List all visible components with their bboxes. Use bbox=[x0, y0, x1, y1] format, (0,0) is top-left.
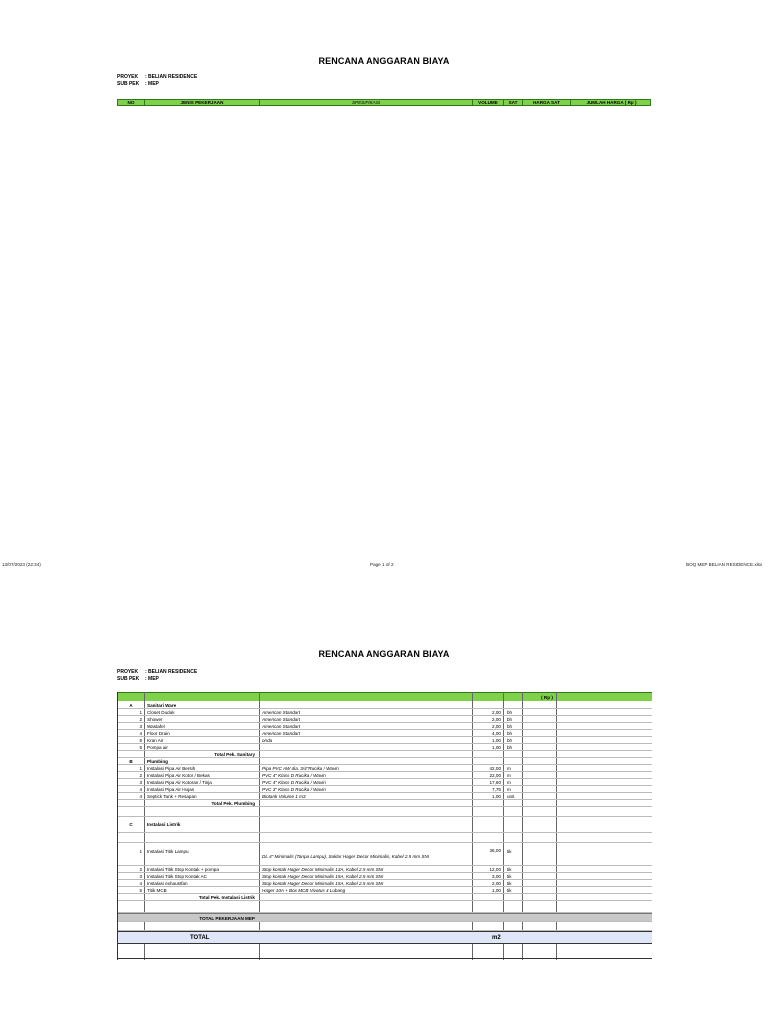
subpek-label: SUB PEK bbox=[117, 676, 140, 682]
cell-unit: m bbox=[507, 773, 511, 778]
cell-volume: 22,00 bbox=[489, 773, 501, 778]
project-meta bbox=[117, 74, 197, 88]
cell-no: 4 bbox=[139, 731, 142, 736]
footer-page: Page 1 of 2 bbox=[370, 562, 394, 567]
table-row bbox=[118, 887, 652, 894]
table-row bbox=[118, 880, 652, 887]
cell-name: Instalasi Pipa Air Kotor / Bekas bbox=[147, 773, 210, 778]
section-code: A bbox=[129, 703, 133, 708]
page2-title: RENCANA ANGGARAN BIAYA bbox=[318, 649, 450, 659]
cell-spec: Biotank Volume 1 m3 bbox=[262, 794, 306, 799]
cell-spec: PVC 4" Klass D Rucika / Wavin bbox=[262, 773, 326, 778]
section-header bbox=[118, 702, 652, 709]
cell-spec: American Standart bbox=[262, 724, 301, 729]
cell-no: 3 bbox=[139, 724, 142, 729]
table-row bbox=[118, 765, 652, 772]
header-harga-sat: HARGA SAT bbox=[523, 100, 571, 105]
footer-filename: BOQ MEP BELIAN RESIDENCE.xlsx bbox=[686, 562, 763, 567]
table-row bbox=[118, 779, 652, 786]
table-row bbox=[118, 866, 652, 873]
cell-spec: Stop kontak Hager Decor Minimalis 15A, Kabel 2.5 mm SNI bbox=[262, 874, 384, 879]
cell-volume: 17,60 bbox=[489, 780, 501, 785]
cell-name: Pompa air bbox=[147, 745, 168, 750]
project-meta-2 bbox=[117, 669, 197, 683]
cell-unit: tik bbox=[507, 874, 512, 879]
blank-row bbox=[118, 944, 652, 958]
cell-volume: 12,00 bbox=[489, 867, 501, 872]
subtotal-row bbox=[118, 894, 652, 901]
cell-no: 5 bbox=[139, 745, 142, 750]
subpek-value: : MEP bbox=[145, 676, 159, 682]
header-sat: SAT bbox=[504, 100, 523, 105]
cell-spec: American Standart bbox=[262, 710, 301, 715]
cell-volume: 2,00 bbox=[492, 724, 501, 729]
cell-unit: m bbox=[507, 787, 511, 792]
cell-name: Shower bbox=[147, 717, 163, 722]
cell-unit: bh bbox=[507, 717, 513, 722]
cell-spec: Stop kontak Hager Decor Minimalis 13A, Kabel 2.5 mm SNI bbox=[262, 867, 384, 872]
cell-unit: bh bbox=[507, 710, 513, 715]
cell-unit: tik bbox=[507, 849, 512, 854]
cell-spec: PVC 4" Klass D Rucika / Wavin bbox=[262, 780, 326, 785]
table-bottom-rule bbox=[118, 958, 652, 959]
cell-no: 4 bbox=[139, 787, 142, 792]
cell-volume: 7,75 bbox=[492, 787, 501, 792]
cell-unit: bh bbox=[507, 724, 513, 729]
header-volume: VOLUME bbox=[473, 100, 504, 105]
table-row bbox=[118, 873, 652, 880]
section-title: Sanitari Ware bbox=[147, 703, 177, 708]
table-row bbox=[118, 723, 652, 730]
cell-unit: tik bbox=[507, 867, 512, 872]
proyek-value: : BELIAN RESIDENCE bbox=[145, 669, 198, 675]
table-row bbox=[118, 730, 652, 737]
blank-row bbox=[118, 833, 652, 843]
cell-spec: American Standart bbox=[262, 731, 301, 736]
cell-name: Instalasi Pipa Air Bersih bbox=[147, 766, 196, 771]
proyek-value: : BELIAN RESIDENCE bbox=[145, 74, 198, 80]
blank-row bbox=[118, 807, 652, 817]
cell-unit: unit bbox=[507, 794, 515, 799]
grand-total-unit: m2 bbox=[492, 935, 501, 941]
cell-no: 1 bbox=[139, 766, 142, 771]
cell-name: Instalasi Pipa Air Kotoran / Tinja bbox=[147, 780, 212, 785]
cell-volume: 2,00 bbox=[492, 710, 501, 715]
cell-unit: tik bbox=[507, 888, 512, 893]
cell-no: 2 bbox=[139, 717, 142, 722]
table-header-strip bbox=[118, 692, 652, 701]
cell-name: Instalasi Pipa Air Hujan bbox=[147, 787, 195, 792]
cell-no: 5 bbox=[139, 738, 142, 743]
proyek-label: PROYEK bbox=[117, 669, 139, 675]
cell-no: 2 bbox=[139, 867, 142, 872]
boq-table bbox=[117, 692, 651, 960]
table-row bbox=[118, 709, 652, 716]
header-no: NO bbox=[118, 100, 145, 105]
section-header bbox=[118, 758, 652, 765]
cell-unit: m bbox=[507, 780, 511, 785]
cell-name: Floor Drain bbox=[147, 731, 170, 736]
header-spesifikasi: SPESIFIKASI bbox=[260, 100, 473, 105]
cell-volume: 42,00 bbox=[489, 766, 501, 771]
blank-row bbox=[118, 922, 652, 931]
table-row bbox=[118, 793, 652, 800]
cell-volume: 2,00 bbox=[492, 717, 501, 722]
section-header bbox=[118, 817, 652, 833]
cell-name: Instalasi Titik Stop Kontak + pompa bbox=[147, 867, 219, 872]
cell-unit: tik bbox=[507, 881, 512, 886]
cell-no: 4 bbox=[139, 881, 142, 886]
cell-volume: 2,00 bbox=[492, 881, 501, 886]
subtotal-label: Total Pek. Instalasi Listrik bbox=[198, 895, 255, 900]
total-pekerjaan-row bbox=[118, 913, 652, 922]
cell-name: Kran Air bbox=[147, 738, 164, 743]
cell-name: Instalasi Titik Stop Kontak AC bbox=[147, 874, 208, 879]
subtotal-row bbox=[118, 800, 652, 807]
page-title: RENCANA ANGGARAN BIAYA bbox=[318, 56, 450, 66]
total-pekerjaan-label: TOTAL PEKERJAAN MEP bbox=[199, 916, 255, 921]
cell-spec: DL 4" Minimalis (Tanpa Lampu), Saklar Hager Decor Minimalis, Kabel 2.5 mm SNI bbox=[262, 854, 430, 859]
cell-volume: 3,00 bbox=[492, 874, 501, 879]
cell-unit: bh bbox=[507, 731, 513, 736]
cell-unit: m bbox=[507, 766, 511, 771]
section-code: B bbox=[129, 759, 133, 764]
table-header bbox=[117, 99, 651, 106]
cell-volume: 1,00 bbox=[492, 738, 501, 743]
header-jenis: JENIS PEKERJAAN bbox=[145, 100, 260, 105]
section-code: C bbox=[129, 822, 133, 827]
section-title: Instalasi Listrik bbox=[147, 822, 181, 827]
cell-spec: onda bbox=[262, 738, 273, 743]
table-row bbox=[118, 744, 652, 751]
cell-no: 4 bbox=[139, 794, 142, 799]
cell-volume: 36,00 bbox=[489, 848, 501, 853]
footer-date: 13/07/2023 (22:34) bbox=[2, 562, 41, 567]
section-title: Plumbing bbox=[147, 759, 168, 764]
cell-spec: Stop kontak Hager Decor Minimalis 15A, Kabel 2.5 mm SNI bbox=[262, 881, 384, 886]
table-row bbox=[118, 716, 652, 723]
table-row bbox=[118, 786, 652, 793]
cell-no: 2 bbox=[139, 773, 142, 778]
cell-unit: bh bbox=[507, 738, 513, 743]
subtotal-row bbox=[118, 751, 652, 758]
cell-name: Closet Duduk bbox=[147, 710, 175, 715]
subpek-value: : MEP bbox=[145, 81, 159, 87]
table-row bbox=[118, 772, 652, 779]
cell-spec: PVC 3" Klass D Rucika / Wavin bbox=[262, 787, 326, 792]
cell-no: 1 bbox=[139, 710, 142, 715]
subtotal-label: Total Pek. Sanitary bbox=[214, 752, 255, 757]
cell-volume: 1,00 bbox=[492, 794, 501, 799]
cell-unit: bh bbox=[507, 745, 513, 750]
cell-no: 5 bbox=[139, 888, 142, 893]
header-jumlah: JUMLAH HARGA ( Rp ) bbox=[586, 100, 637, 105]
cell-name: Wastafel bbox=[147, 724, 165, 729]
grand-total-row bbox=[118, 931, 652, 944]
cell-spec: Hager 10A + Box MCB Vivatus 4 Lubang bbox=[262, 888, 346, 893]
cell-name: Instalasi exhaustfan bbox=[147, 881, 188, 886]
cell-no: 3 bbox=[139, 780, 142, 785]
subtotal-label: Total Pek. Plumbing bbox=[211, 801, 255, 806]
cell-volume: 1,00 bbox=[492, 745, 501, 750]
subpek-label: SUB PEK bbox=[117, 81, 140, 87]
cell-volume: 4,00 bbox=[492, 731, 501, 736]
blank-row bbox=[118, 901, 652, 913]
grand-total-label: TOTAL bbox=[190, 935, 210, 941]
table-row bbox=[118, 843, 652, 866]
cell-name: Septick Tank + Resapan bbox=[147, 794, 197, 799]
proyek-label: PROYEK bbox=[117, 74, 139, 80]
cell-spec: Pipa PVC AW dia. 3/4"Rucika / Wavin bbox=[262, 766, 339, 771]
cell-name: Instalasi Titik Lampu bbox=[147, 849, 189, 854]
cell-name: Titik MCB bbox=[147, 888, 167, 893]
cell-spec: American Standart bbox=[262, 717, 301, 722]
cell-volume: 1,00 bbox=[492, 888, 501, 893]
cell-no: 1 bbox=[139, 849, 142, 854]
cell-no: 3 bbox=[139, 874, 142, 879]
header-fragment: ( Rp ) bbox=[541, 695, 553, 700]
table-row bbox=[118, 737, 652, 744]
